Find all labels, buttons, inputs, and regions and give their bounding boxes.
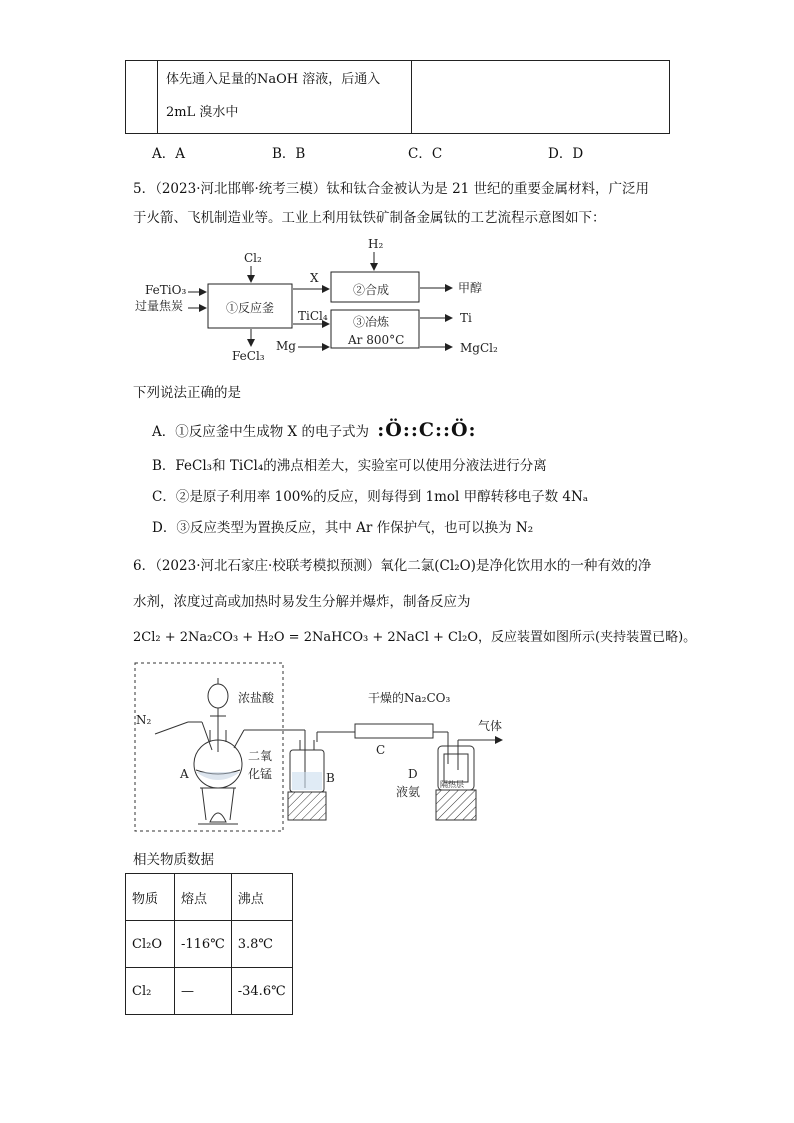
q5-option-a (152, 419, 477, 441)
q4-option-d: D．D (548, 146, 584, 162)
apparatus-insulation: 隔热层 (440, 780, 464, 789)
flow-input-fetio3: FeTiO₃ (145, 283, 187, 297)
table-cell: Cl₂ (126, 968, 175, 1015)
q6-equation: 2Cl₂ + 2Na₂CO₃ + H₂O = 2NaHCO₃ + 2NaCl + Cl₂O，反应装置如图所示(夹持装置已略)。 (133, 630, 697, 645)
top-table (125, 60, 670, 134)
q4-option-a: A．A (152, 146, 185, 162)
flow-methanol: 甲醇 (458, 281, 483, 295)
q6-data-table (125, 873, 293, 1015)
q5-option-a-text: A．①反应釜中生成物 X 的电子式为 (152, 424, 369, 440)
table-header-cell: 熔点 (175, 874, 232, 921)
apparatus-label-c: C (376, 743, 386, 757)
flow-x: X (310, 271, 319, 285)
table-cell: 3.8℃ (231, 921, 292, 968)
flow-mgcl2: MgCl₂ (460, 341, 498, 355)
q6-data-title: 相关物质数据 (133, 852, 214, 868)
flow-synth-label: ②合成 (353, 283, 390, 297)
flow-ar: Ar 800°C (348, 333, 405, 347)
q6-stem-line1: 6．（2023·河北石家庄·校联考模拟预测）氧化二氯(Cl₂O)是净化饮用水的一种有效的净 (133, 558, 652, 574)
q5-option-b: B．FeCl₃和 TiCl₄的沸点相差大，实验室可以使用分液法进行分离 (152, 458, 547, 474)
table-cell: -116℃ (175, 921, 232, 968)
table-cell: — (175, 968, 232, 1015)
flow-input-coke: 过量焦炭 (135, 299, 184, 313)
apparatus-hcl: 浓盐酸 (238, 691, 275, 705)
apparatus-mno2-2: 化锰 (248, 767, 273, 781)
q5-option-d: D．③反应类型为置换反应，其中 Ar 作保护气，也可以换为 N₂ (152, 520, 534, 536)
top-table-col-divider-1 (157, 61, 158, 133)
q6-stem-line2: 水剂，浓度过高或加热时易发生分解并爆炸，制备反应为 (133, 594, 471, 610)
table-header-cell: 沸点 (231, 874, 292, 921)
flow-ti: Ti (460, 311, 472, 325)
top-table-col-divider-2 (411, 61, 412, 133)
stand-b (288, 792, 326, 820)
table-row (126, 921, 293, 968)
q5-stem-line2: 于火箭、飞机制造业等。工业上利用钛铁矿制备金属钛的工艺流程示意图如下： (133, 210, 606, 226)
q6-apparatus-diagram (130, 660, 510, 835)
flow-smelt-label: ③冶炼 (353, 315, 390, 329)
apparatus-mno2-1: 二氧 (248, 749, 273, 763)
flow-mg: Mg (276, 339, 296, 353)
apparatus-label-d: D (408, 767, 418, 781)
q4-option-b: B．B (272, 146, 306, 162)
tube-c (355, 724, 433, 738)
table-row (126, 968, 293, 1015)
top-table-cell-line1: 体先通入足量的NaOH 溶液，后通入 (166, 72, 381, 87)
flow-fecl3: FeCl₃ (232, 349, 265, 363)
apparatus-label-b: B (326, 771, 335, 785)
table-cell: Cl₂O (126, 921, 175, 968)
table-cell: -34.6℃ (231, 968, 292, 1015)
q5-stem-line1: 5．（2023·河北邯郸·统考三模）钛和钛合金被认为是 21 世纪的重要金属材料，广泛用 (133, 181, 650, 197)
q5-prompt: 下列说法正确的是 (133, 385, 241, 401)
apparatus-liquid-nh3: 液氨 (396, 785, 421, 799)
apparatus-label-a: A (180, 767, 189, 781)
flow-h2: H₂ (368, 237, 384, 251)
apparatus-dry-na2co3: 干燥的Na₂CO₃ (368, 691, 451, 705)
stand-d (436, 790, 476, 820)
flow-reactor-label: ①反应釜 (226, 301, 275, 315)
table-row (126, 874, 293, 921)
top-table-cell-line2: 2mL 溴水中 (166, 105, 239, 120)
q5-option-a-formula: :Ö::C::Ö: (377, 419, 477, 441)
apparatus-n2: N₂ (136, 713, 152, 727)
flow-cl2: Cl₂ (244, 251, 262, 265)
q5-option-c: C．②是原子利用率 100%的反应，则每得到 1mol 甲醇转移电子数 4Nₐ (152, 489, 589, 505)
apparatus-gas: 气体 (478, 719, 503, 733)
apparatus-dashed-frame (135, 663, 283, 831)
q4-option-c: C．C (408, 146, 443, 162)
q5-flow-diagram (130, 232, 510, 368)
flow-ticl4: TiCl₄ (298, 309, 328, 323)
table-header-cell: 物质 (126, 874, 175, 921)
